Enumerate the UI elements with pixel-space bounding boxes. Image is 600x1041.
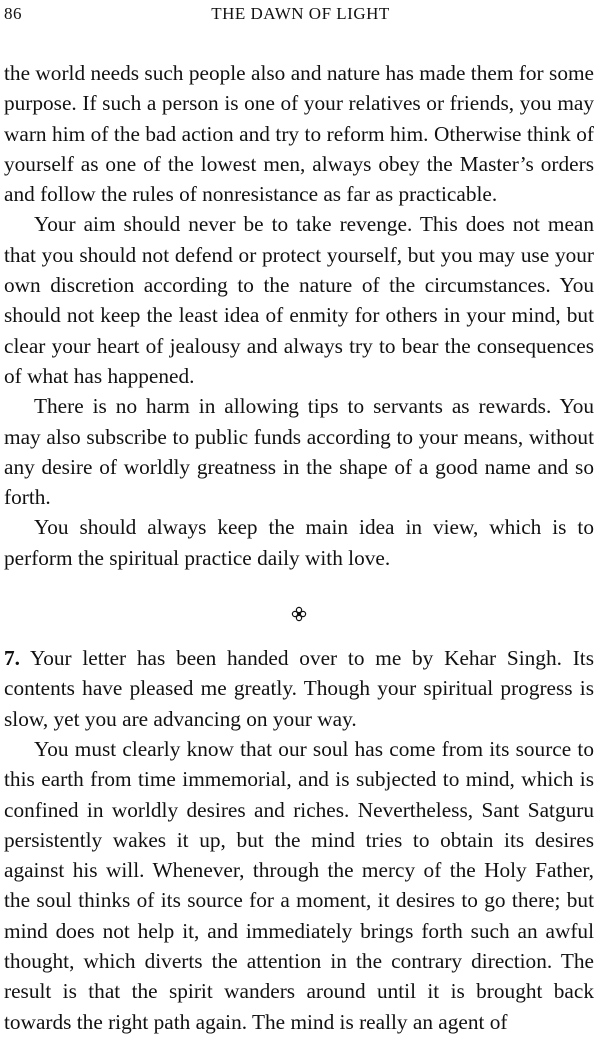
paragraph: You must clearly know that our soul has come from its source to this earth from time immemorial, and is subjected to mind, which is confined in worldly desires and riches. Nevertheless, Sant Satguru persistently wakes it up, but the mind tries to obtain its desires against his will. Whenever, through the mercy of the Holy Father, the soul thinks of its source for a moment, it desires to go there; but mind does not help it, and immediately brings forth such an awful thought, which diverts the attention in the contrary direction. The result is that the spirit wanders around until it is brought back towards the right path again. The mind is really an agent of	[4, 736, 594, 1034]
running-head	[4, 0, 597, 30]
section-paragraph	[4, 643, 594, 734]
paragraph: There is no harm in allowing tips to servants as rewards. You may also subscribe to public funds according to your means, without any desire of worldly greatness in the shape of a good name and so forth.	[4, 394, 594, 510]
section-separator	[4, 581, 594, 643]
page-number: 86	[4, 4, 22, 23]
paragraph: Your aim should never be to take revenge. This does not mean that you should not defend or protect yourself, but you may use your own discretion according to the nature of the circumstances. You should not keep the least idea of enmity for others in your mind, but clear your heart of jealousy and always try to bear the consequences of what has happened.	[4, 212, 594, 388]
body-text	[4, 58, 594, 1037]
section-paragraph-text: Your letter has been handed over to me by Kehar Singh. Its contents have pleased me greatly. Though your spiritual progress is slow, yet you are advancing on your way.	[4, 646, 594, 731]
paragraph: You should always keep the main idea in view, which is to perform the spiritual practice daily with love.	[4, 515, 594, 570]
book-title: THE DAWN OF LIGHT	[211, 4, 390, 23]
flower-ornament-icon	[291, 606, 307, 622]
paragraph: the world needs such people also and nature has made them for some purpose. If such a person is one of your relatives or friends, you may warn him of the bad action and try to reform him. Otherwise think of yourself as one of the lowest men, always obey the Master’s orders and follow the rules of nonresistance as far as practicable.	[4, 61, 594, 207]
section-number: 7.	[4, 646, 20, 671]
